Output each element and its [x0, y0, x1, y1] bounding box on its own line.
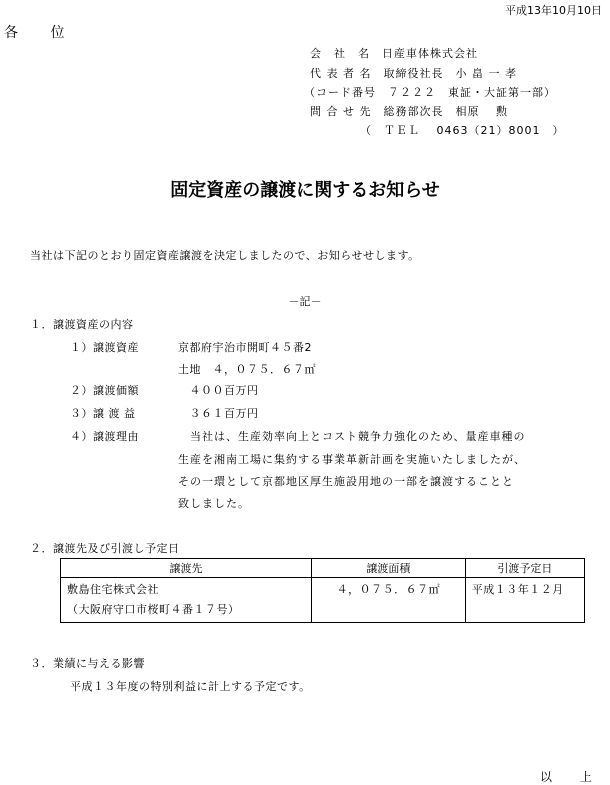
reason-line: 当社は、生産効率向上とコスト競争力強化のため、量産車種の — [178, 430, 526, 443]
item-value-price: ４００百万円 — [178, 384, 259, 397]
item-value-asset-area: 土地 ４，０７５．６７㎡ — [178, 363, 316, 376]
table-header-row — [61, 559, 585, 578]
section3-heading: ３．業績に与える影響 — [30, 657, 145, 670]
item-label-asset: １）譲渡資産 — [70, 341, 139, 354]
destination-address: （大阪府守口市桜町４番１７号） — [67, 603, 240, 616]
intro-text: 当社は下記のとおり固定資産譲渡を決定しましたので、お知らせせします。 — [30, 249, 420, 262]
header-area: 譲渡面積 — [311, 559, 465, 578]
table-row — [61, 578, 585, 623]
delivery-date-value: 平成１３年１２月 — [471, 583, 564, 596]
destination-name: 敷島住宅株式会社 — [67, 583, 159, 596]
reason-line: 致しました。 — [178, 497, 250, 510]
transfer-table — [60, 558, 585, 623]
header-destination: 譲渡先 — [61, 559, 312, 578]
document-date: 平成13年10月10日 — [505, 4, 602, 17]
page-title: 固定資産の譲渡に関するお知らせ — [170, 180, 440, 201]
reason-line: その一環として京都地区厚生施設用地の一部を譲渡することと — [178, 475, 514, 488]
item-label-gain: ３）譲 渡 益 — [70, 407, 136, 420]
addressee: 各 位 — [4, 25, 79, 41]
cell-area — [311, 578, 465, 623]
sender-contact: 問 合 せ 先 総務部次長 相原 勲 — [310, 105, 508, 118]
sender-representative: 代 表 者 名 取締役社長 小 畠 一 孝 — [310, 67, 517, 80]
cell-destination — [61, 578, 312, 623]
closing-mark: 以 上 — [540, 770, 604, 784]
item-value-asset-location: 京都府宇治市開町４５番2 — [178, 341, 312, 354]
item-label-reason: ４）譲渡理由 — [70, 430, 139, 443]
section1-heading: １．譲渡資産の内容 — [30, 318, 134, 331]
impact-text: 平成１３年度の特別利益に計上する予定です。 — [70, 680, 311, 693]
ki-marker: －記－ — [288, 295, 322, 308]
header-delivery-date: 引渡予定日 — [465, 559, 584, 578]
section2-heading: ２．譲渡先及び引渡し予定日 — [30, 542, 180, 555]
sender-code: （コード番号 ７２２２ 東証・大証第一部） — [304, 86, 556, 99]
item-label-price: ２）譲渡価額 — [70, 384, 139, 397]
sender-company: 会 社 名 日産車体株式会社 — [310, 47, 478, 60]
area-value: ４，０７５．６７㎡ — [336, 583, 441, 596]
item-value-gain: ３６１百万円 — [178, 407, 259, 420]
sender-tel: （ ＴＥＬ 0463（21）8001 ） — [360, 124, 565, 137]
cell-delivery-date — [465, 578, 584, 623]
reason-line: 生産を湘南工場に集約する事業革新計画を実施いたしましたが、 — [178, 453, 526, 466]
